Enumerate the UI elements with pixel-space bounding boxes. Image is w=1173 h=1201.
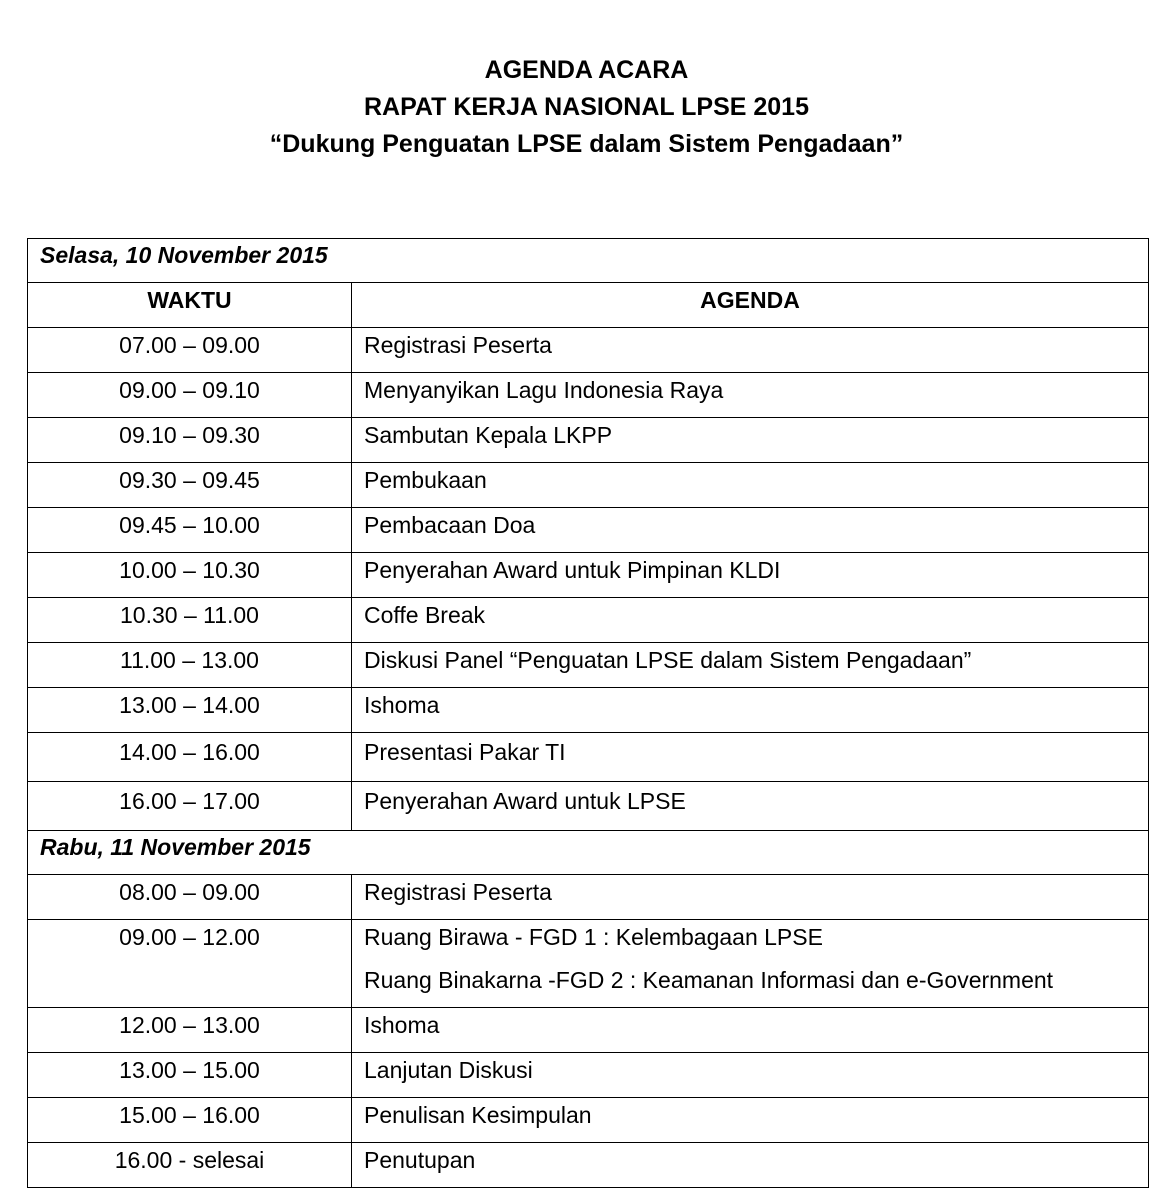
day-date: Selasa, 10 November 2015	[28, 239, 1149, 283]
table-row	[28, 598, 1149, 643]
agenda-cell: Presentasi Pakar TI	[352, 733, 1149, 782]
time-cell: 09.00 – 09.10	[28, 373, 352, 418]
agenda-cell: Registrasi Peserta	[352, 875, 1149, 920]
time-cell: 16.00 - selesai	[28, 1143, 352, 1188]
table-row	[28, 463, 1149, 508]
agenda-cell: Menyanyikan Lagu Indonesia Raya	[352, 373, 1149, 418]
agenda-cell: Diskusi Panel “Penguatan LPSE dalam Sistem Pengadaan”	[352, 643, 1149, 688]
agenda-cell: Sambutan Kepala LKPP	[352, 418, 1149, 463]
table-row	[28, 688, 1149, 733]
agenda-cell: Penutupan	[352, 1143, 1149, 1188]
time-cell: 13.00 – 14.00	[28, 688, 352, 733]
title-line-rapat-kerja: RAPAT KERJA NASIONAL LPSE 2015	[363, 93, 809, 121]
agenda-cell: Coffe Break	[352, 598, 1149, 643]
time-cell: 09.30 – 09.45	[28, 463, 352, 508]
time-cell: 09.10 – 09.30	[28, 418, 352, 463]
column-header-agenda: AGENDA	[352, 283, 1149, 328]
agenda-table	[27, 238, 1149, 1188]
time-cell: 07.00 – 09.00	[28, 328, 352, 373]
column-header-time: WAKTU	[28, 283, 352, 328]
agenda-cell: Penulisan Kesimpulan	[352, 1098, 1149, 1143]
agenda-cell: Registrasi Peserta	[352, 328, 1149, 373]
column-header-row	[28, 283, 1149, 328]
time-cell: 09.00 – 12.00	[28, 920, 352, 1008]
agenda-cell: Penyerahan Award untuk LPSE	[352, 782, 1149, 831]
table-row	[28, 1053, 1149, 1098]
time-cell: 14.00 – 16.00	[28, 733, 352, 782]
agenda-cell: Pembukaan	[352, 463, 1149, 508]
agenda-cell: Pembacaan Doa	[352, 508, 1149, 553]
time-cell: 09.45 – 10.00	[28, 508, 352, 553]
time-cell: 11.00 – 13.00	[28, 643, 352, 688]
table-row	[28, 373, 1149, 418]
agenda-cell: Ishoma	[352, 1008, 1149, 1053]
agenda-cell	[352, 920, 1149, 1008]
document-title	[0, 52, 1173, 163]
agenda-cell: Ishoma	[352, 688, 1149, 733]
table-row	[28, 328, 1149, 373]
table-row	[28, 1143, 1149, 1188]
time-cell: 10.00 – 10.30	[28, 553, 352, 598]
agenda-cell: Lanjutan Diskusi	[352, 1053, 1149, 1098]
table-row	[28, 643, 1149, 688]
agenda-line: Ruang Birawa - FGD 1 : Kelembagaan LPSE	[364, 924, 823, 950]
table-row	[28, 920, 1149, 1008]
table-row	[28, 782, 1149, 831]
table-row	[28, 1008, 1149, 1053]
time-cell: 12.00 – 13.00	[28, 1008, 352, 1053]
day-header-row	[28, 239, 1149, 283]
title-line-agenda-acara: AGENDA ACARA	[484, 56, 689, 84]
table-row	[28, 508, 1149, 553]
table-row	[28, 875, 1149, 920]
time-cell: 13.00 – 15.00	[28, 1053, 352, 1098]
table-row	[28, 553, 1149, 598]
time-cell: 15.00 – 16.00	[28, 1098, 352, 1143]
time-cell: 08.00 – 09.00	[28, 875, 352, 920]
table-row	[28, 1098, 1149, 1143]
day-header-row	[28, 831, 1149, 875]
title-line-theme: “Dukung Penguatan LPSE dalam Sistem Pengadaan”	[269, 130, 904, 158]
table-row	[28, 418, 1149, 463]
table-row	[28, 733, 1149, 782]
agenda-line: Ruang Binakarna -FGD 2 : Keamanan Informasi dan e-Government	[364, 967, 1054, 993]
agenda-cell: Penyerahan Award untuk Pimpinan KLDI	[352, 553, 1149, 598]
time-cell: 10.30 – 11.00	[28, 598, 352, 643]
day-date: Rabu, 11 November 2015	[28, 831, 1149, 875]
time-cell: 16.00 – 17.00	[28, 782, 352, 831]
